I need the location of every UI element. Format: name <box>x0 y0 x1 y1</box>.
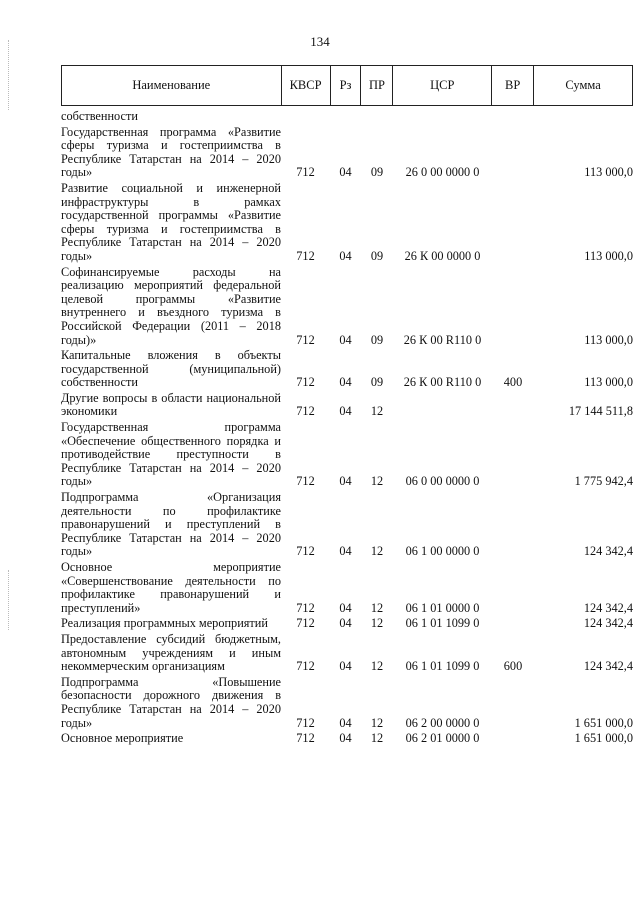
row-rz <box>330 110 361 126</box>
row-kvsr: 712 <box>296 715 315 730</box>
table-row <box>61 732 633 748</box>
row-name: Реализация программных мероприятий <box>61 616 268 631</box>
row-rz: 04 <box>339 165 352 180</box>
row-csr: 06 0 00 0000 0 <box>405 474 480 489</box>
row-rz: 04 <box>339 715 352 730</box>
table-row <box>61 182 633 266</box>
row-pr: 12 <box>370 659 384 674</box>
row-name: Основное мероприятие «Совершенствование деятельности по профилактике правонарушений и преступлений» <box>61 560 281 615</box>
row-name: Развитие социальной и инженерной инфраструктуры в рамках государственной программы «Развитие сферы туризма и гостеприимства в Республике Татарстан на 2014 – 2020 годы» <box>61 180 281 263</box>
row-kvsr: 712 <box>296 248 315 263</box>
col-header-rz: Рз <box>330 66 361 106</box>
row-name: Государственная программа «Развитие сферы туризма и гостеприимства в Республике Татарстан на 2014 – 2020 годы» <box>61 124 281 180</box>
budget-table <box>61 110 633 748</box>
row-kvsr: 712 <box>296 165 315 180</box>
row-csr: 06 1 01 1099 0 <box>405 616 480 631</box>
row-vr <box>492 110 534 126</box>
row-csr: 06 2 00 0000 0 <box>405 715 480 730</box>
table-row <box>61 126 633 182</box>
row-csr: 26 0 00 0000 0 <box>405 165 480 180</box>
row-kvsr: 712 <box>296 404 315 419</box>
row-pr: 09 <box>370 375 384 390</box>
row-pr: 12 <box>370 544 384 559</box>
row-name: Предоставление субсидий бюджетным, автономным учреждениям и иным некоммерческим организациям <box>61 631 281 674</box>
row-vr <box>492 617 534 633</box>
row-csr: 06 1 01 1099 0 <box>405 659 480 674</box>
row-csr: 26 К 00 0000 0 <box>404 248 481 263</box>
row-pr: 09 <box>370 165 384 180</box>
table-row <box>61 110 633 126</box>
row-csr: 26 К 00 R110 0 <box>403 375 482 390</box>
row-kvsr: 712 <box>296 332 315 347</box>
table-row <box>61 617 633 633</box>
row-kvsr: 712 <box>296 616 315 631</box>
row-name: собственности <box>61 109 138 123</box>
row-name: Другие вопросы в области национальной экономики <box>61 390 281 419</box>
row-pr: 12 <box>370 715 384 730</box>
row-vr <box>492 676 534 732</box>
row-csr: 26 К 00 R110 0 <box>403 332 482 347</box>
row-rz: 04 <box>339 616 352 631</box>
row-pr: 12 <box>370 616 384 631</box>
col-header-sum: Сумма <box>534 66 633 106</box>
row-kvsr: 712 <box>296 474 315 489</box>
table-row <box>61 349 633 392</box>
row-sum: 124 342,4 <box>583 544 633 559</box>
row-vr <box>492 392 534 421</box>
row-vr <box>492 126 534 182</box>
row-name: Основное мероприятие <box>61 731 184 746</box>
row-vr <box>492 732 534 748</box>
row-rz: 04 <box>339 600 352 615</box>
col-header-kvsr: КВСР <box>281 66 330 106</box>
row-kvsr: 712 <box>296 600 315 615</box>
row-sum <box>534 110 633 126</box>
row-vr <box>492 491 534 561</box>
col-header-vr: ВР <box>492 66 534 106</box>
row-sum: 124 342,4 <box>583 659 633 674</box>
row-rz: 04 <box>339 659 352 674</box>
row-pr: 12 <box>370 731 384 746</box>
row-rz: 04 <box>339 332 352 347</box>
page-number: 134 <box>310 34 330 49</box>
row-sum: 17 144 511,8 <box>568 404 633 419</box>
row-rz: 04 <box>339 248 352 263</box>
row-vr <box>492 561 534 617</box>
row-vr <box>492 421 534 491</box>
table-row <box>61 266 633 350</box>
row-csr: 06 1 01 0000 0 <box>405 600 480 615</box>
row-sum: 113 000,0 <box>584 375 633 390</box>
table-row <box>61 633 633 676</box>
row-pr <box>361 110 393 126</box>
row-name: Софинансируемые расходы на реализацию мероприятий федеральной целевой программы «Развитие внутреннего и въездного туризма в Российской Федерации (2011 – 2018 годы)» <box>61 264 281 347</box>
row-sum: 1 775 942,4 <box>574 474 633 489</box>
row-kvsr: 712 <box>296 659 315 674</box>
row-rz: 04 <box>339 375 352 390</box>
row-name: Государственная программа «Обеспечение общественного порядка и противодействие преступности в Республике Татарстан на 2014 – 2020 годы» <box>61 420 281 489</box>
table-row <box>61 676 633 732</box>
row-name: Подпрограмма «Организация деятельности по профилактике правонарушений и преступлений в Республике Татарстан на 2014 – 2020 годы» <box>61 490 281 559</box>
row-pr: 12 <box>370 600 384 615</box>
row-kvsr: 712 <box>296 544 315 559</box>
table-header <box>61 65 633 106</box>
row-pr: 09 <box>370 332 384 347</box>
row-sum: 124 342,4 <box>583 600 633 615</box>
table-row <box>61 392 633 421</box>
row-pr: 12 <box>370 404 384 419</box>
row-vr: 400 <box>503 375 523 390</box>
row-csr <box>393 110 492 126</box>
row-sum: 124 342,4 <box>583 616 633 631</box>
row-vr: 600 <box>503 659 523 674</box>
row-kvsr <box>281 110 330 126</box>
row-sum: 1 651 000,0 <box>574 715 633 730</box>
row-rz: 04 <box>339 731 352 746</box>
col-header-name: Наименование <box>62 66 282 106</box>
scan-margin-mark <box>8 570 10 630</box>
row-sum: 113 000,0 <box>584 248 633 263</box>
row-csr: 06 2 01 0000 0 <box>405 731 480 746</box>
row-rz: 04 <box>339 474 352 489</box>
row-rz: 04 <box>339 404 352 419</box>
row-pr: 12 <box>370 474 384 489</box>
table-row <box>61 491 633 561</box>
row-kvsr: 712 <box>296 375 315 390</box>
row-rz: 04 <box>339 544 352 559</box>
row-sum: 1 651 000,0 <box>574 731 633 746</box>
col-header-pr: ПР <box>361 66 393 106</box>
row-sum: 113 000,0 <box>584 165 633 180</box>
col-header-csr: ЦСР <box>393 66 492 106</box>
row-pr: 09 <box>370 248 384 263</box>
row-name: Подпрограмма «Повышение безопасности дорожного движения в Республике Татарстан на 2014 – 2020 годы» <box>61 674 281 730</box>
row-csr <box>393 392 492 421</box>
row-sum: 113 000,0 <box>584 332 633 347</box>
table-row <box>61 421 633 491</box>
row-name: Капитальные вложения в объекты государственной (муниципальной) собственности <box>61 348 281 390</box>
row-csr: 06 1 00 0000 0 <box>405 544 480 559</box>
table-row <box>61 561 633 617</box>
row-kvsr: 712 <box>296 731 315 746</box>
scan-margin-mark <box>8 40 10 110</box>
row-vr <box>492 182 534 266</box>
row-vr <box>492 266 534 350</box>
